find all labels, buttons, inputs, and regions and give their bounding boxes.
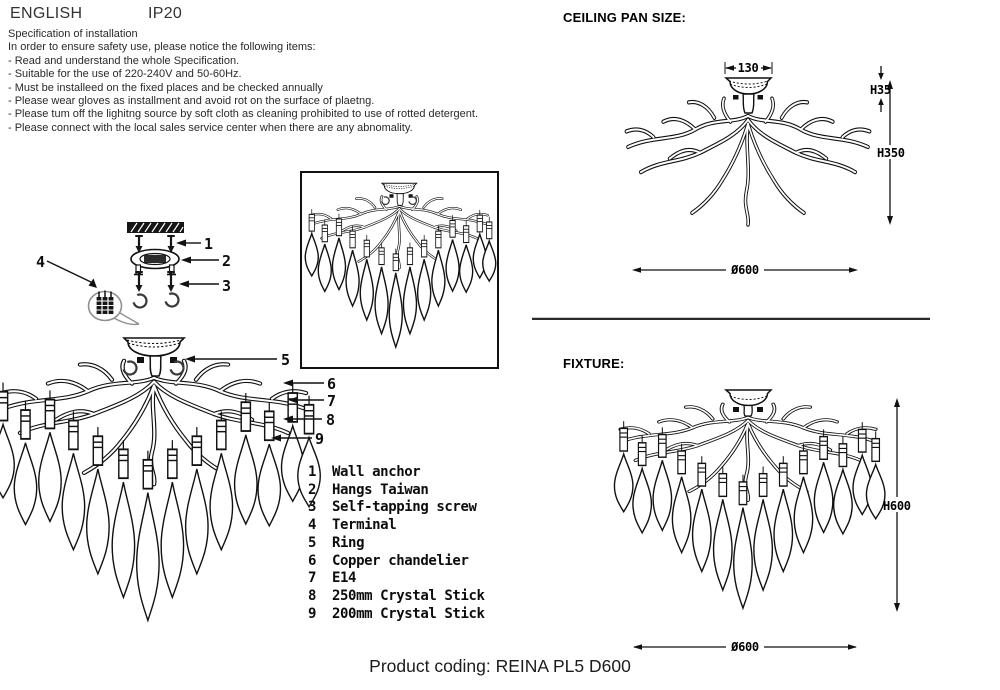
part-label: 250mm Crystal Stick xyxy=(332,587,485,604)
part-row xyxy=(308,553,485,571)
terminal-bubble xyxy=(89,291,140,325)
inset-box xyxy=(301,172,498,368)
callout-8: 8 xyxy=(326,411,336,429)
spec-item: - Must be installeed on the fixed places and be checked annually xyxy=(8,81,323,94)
callout-7: 7 xyxy=(327,392,337,410)
callout-9: 9 xyxy=(315,430,325,448)
part-row xyxy=(308,588,485,606)
section-divider xyxy=(532,317,930,320)
spec-title: Specification of installation xyxy=(8,28,138,40)
dim-canopy-height: H35 xyxy=(870,83,891,97)
spec-item: - Read and understand the whole Specification. xyxy=(8,54,240,67)
part-row xyxy=(308,482,485,500)
dim-total-height: H350 xyxy=(877,146,905,160)
fixture-title: FIXTURE: xyxy=(563,356,625,371)
part-number: 4 xyxy=(308,517,317,534)
part-number: 1 xyxy=(308,464,317,480)
part-number: 7 xyxy=(308,570,317,587)
spec-intro: In order to ensure safety use, please notice the following items: xyxy=(8,41,316,54)
callout-1: 1 xyxy=(204,235,214,253)
part-label: Hangs Taiwan xyxy=(332,481,429,498)
parts-list xyxy=(308,464,485,623)
dim-diameter: Ø600 xyxy=(731,263,759,277)
spec-item: - Suitable for the use of 220-240V and 50-60Hz. xyxy=(8,68,242,81)
callout-3: 3 xyxy=(222,277,232,295)
part-label: E14 xyxy=(332,570,357,587)
part-row xyxy=(308,606,485,624)
part-row xyxy=(308,499,485,517)
ceiling-pan-drawing xyxy=(540,40,1000,300)
part-row xyxy=(308,464,485,482)
part-number: 9 xyxy=(308,605,317,622)
dim-diameter: Ø600 xyxy=(731,640,759,654)
callout-6: 6 xyxy=(327,375,337,393)
dim-total-height: H600 xyxy=(883,499,911,513)
language-title: ENGLISH xyxy=(10,5,83,22)
part-number: 5 xyxy=(308,534,317,551)
part-number: 8 xyxy=(308,587,317,604)
ceiling-pan-title: CEILING PAN SIZE: xyxy=(563,10,687,25)
part-label: Terminal xyxy=(332,517,397,534)
part-number: 3 xyxy=(308,499,317,516)
spec-item: - Please connect with the local sales service center when there are any abnomality. xyxy=(8,121,413,134)
part-row xyxy=(308,535,485,553)
part-row xyxy=(308,517,485,535)
spec-item: - Please wear gloves as installment and avoid rot on the surface of plaetng. xyxy=(8,95,375,108)
part-row xyxy=(308,570,485,588)
ring-icon xyxy=(131,292,148,309)
product-coding: Product coding: REINA PL5 D600 xyxy=(369,656,631,676)
ring-icon xyxy=(163,291,180,308)
dim-top-width: 130 xyxy=(737,61,759,75)
ip-rating: IP20 xyxy=(148,5,183,22)
part-label: Copper chandelier xyxy=(332,552,469,569)
part-label: 200mm Crystal Stick xyxy=(332,605,485,622)
callout-2: 2 xyxy=(222,252,232,270)
part-label: Ring xyxy=(332,534,365,551)
part-label: Wall anchor xyxy=(332,464,421,480)
part-label: Self-tapping screw xyxy=(332,499,477,516)
callout-5: 5 xyxy=(281,351,291,369)
chandelier-drawing xyxy=(0,338,320,620)
mounting-hardware-diagram xyxy=(89,222,185,324)
part-number: 2 xyxy=(308,481,317,498)
callout-4: 4 xyxy=(36,253,46,271)
fixture-drawing xyxy=(540,350,1000,690)
part-number: 6 xyxy=(308,552,317,569)
specification-text xyxy=(8,28,478,135)
spec-item: - Please tum off the lighitng source by soft cloth as cleaning prohibited to use of rotted detergent. xyxy=(8,108,479,121)
